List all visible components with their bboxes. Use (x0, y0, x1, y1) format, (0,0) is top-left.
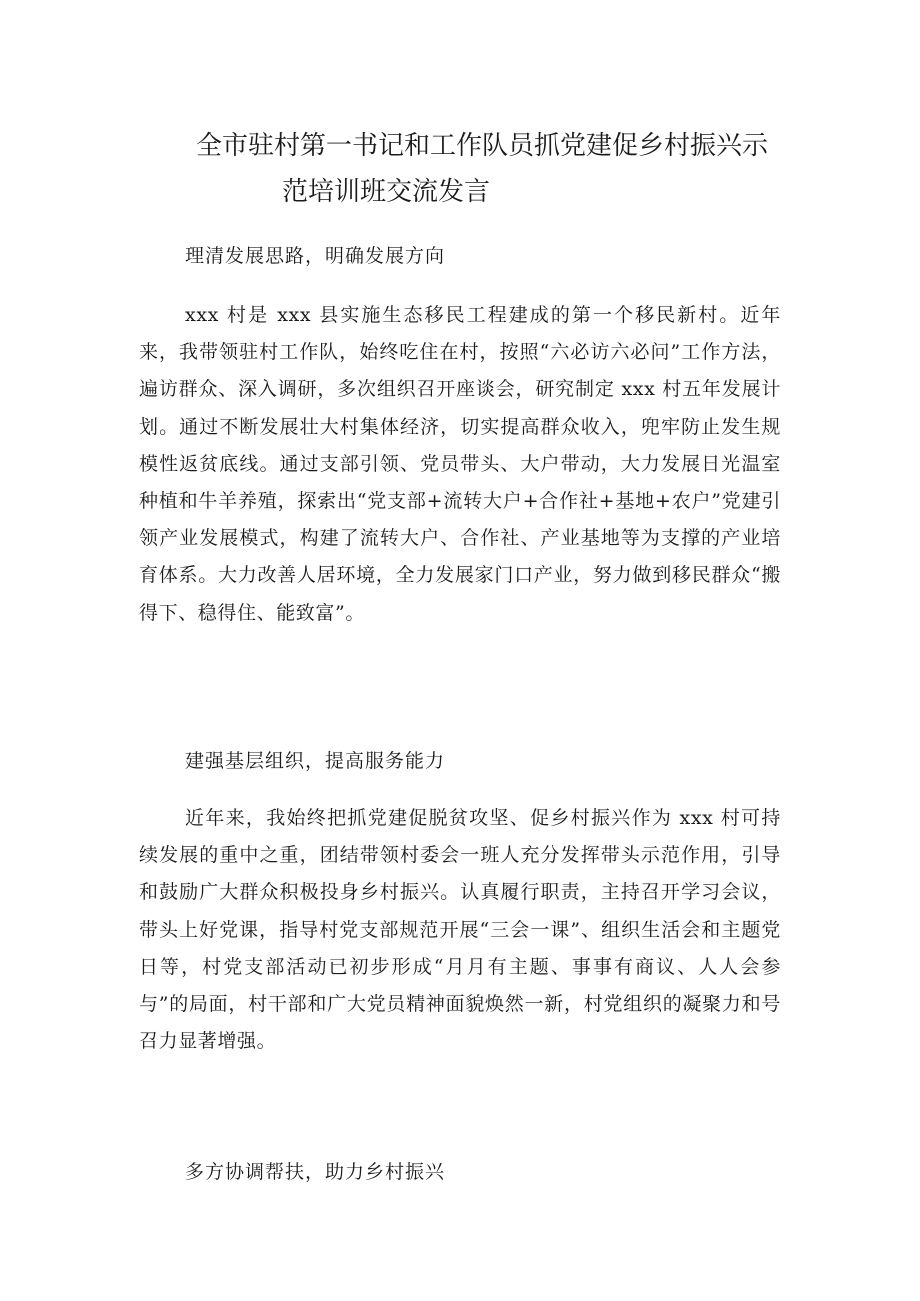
title-line-2: 范培训班交流发言 (282, 177, 491, 207)
section-heading-3: 多方协调帮扶，助力乡村振兴 (185, 1161, 446, 1183)
section-heading-2: 建强基层组织，提高服务能力 (185, 750, 446, 772)
title-line-1: 全市驻村第一书记和工作队员抓党建促乡村振兴示 (196, 131, 769, 161)
section-heading-1: 理清发展思路，明确发展方向 (185, 245, 446, 267)
section-paragraph-1: xxx 村是 xxx 县实施生态移民工程建成的第一个移民新村。近年来，我带领驻村工作队，始终吃住在村，按照“六必访六必问”工作方法，遍访群众、深入调研，多次组织召开座谈会，研究制定 xxx 村五年发展计划。通过不断发展壮大村集体经济，切实提高群众收入，兜牢防止发生规模性返贫底线。通过支部引领、党员带头、大户带动，大力发展日光温室种植和牛羊养殖，探索出“党支部+流转大户+合作社+基地+农户”党建引领产业发展模式，构建了流转大户、合作社、产业基地等为支撑的产业培育体系。大力改善人居环境，全力发展家门口产业，努力做到移民群众“搬得下、稳得住、能致富”。 (139, 304, 781, 624)
section-paragraph-2: 近年来，我始终把抓党建促脱贫攻坚、促乡村振兴作为 xxx 村可持续发展的重中之重，团结带领村委会一班人充分发挥带头示范作用，引导和鼓励广大群众积极投身乡村振兴。认真履行职责，主持召开学习会议，带头上好党课，指导村党支部规范开展“三会一课”、组织生活会和主题党日等，村党支部活动已初步形成“月月有主题、事事有商议、人人会参与”的局面，村干部和广大党员精神面貌焕然一新，村党组织的凝聚力和号召力显著增强。 (139, 807, 781, 1053)
document-title (140, 123, 830, 215)
